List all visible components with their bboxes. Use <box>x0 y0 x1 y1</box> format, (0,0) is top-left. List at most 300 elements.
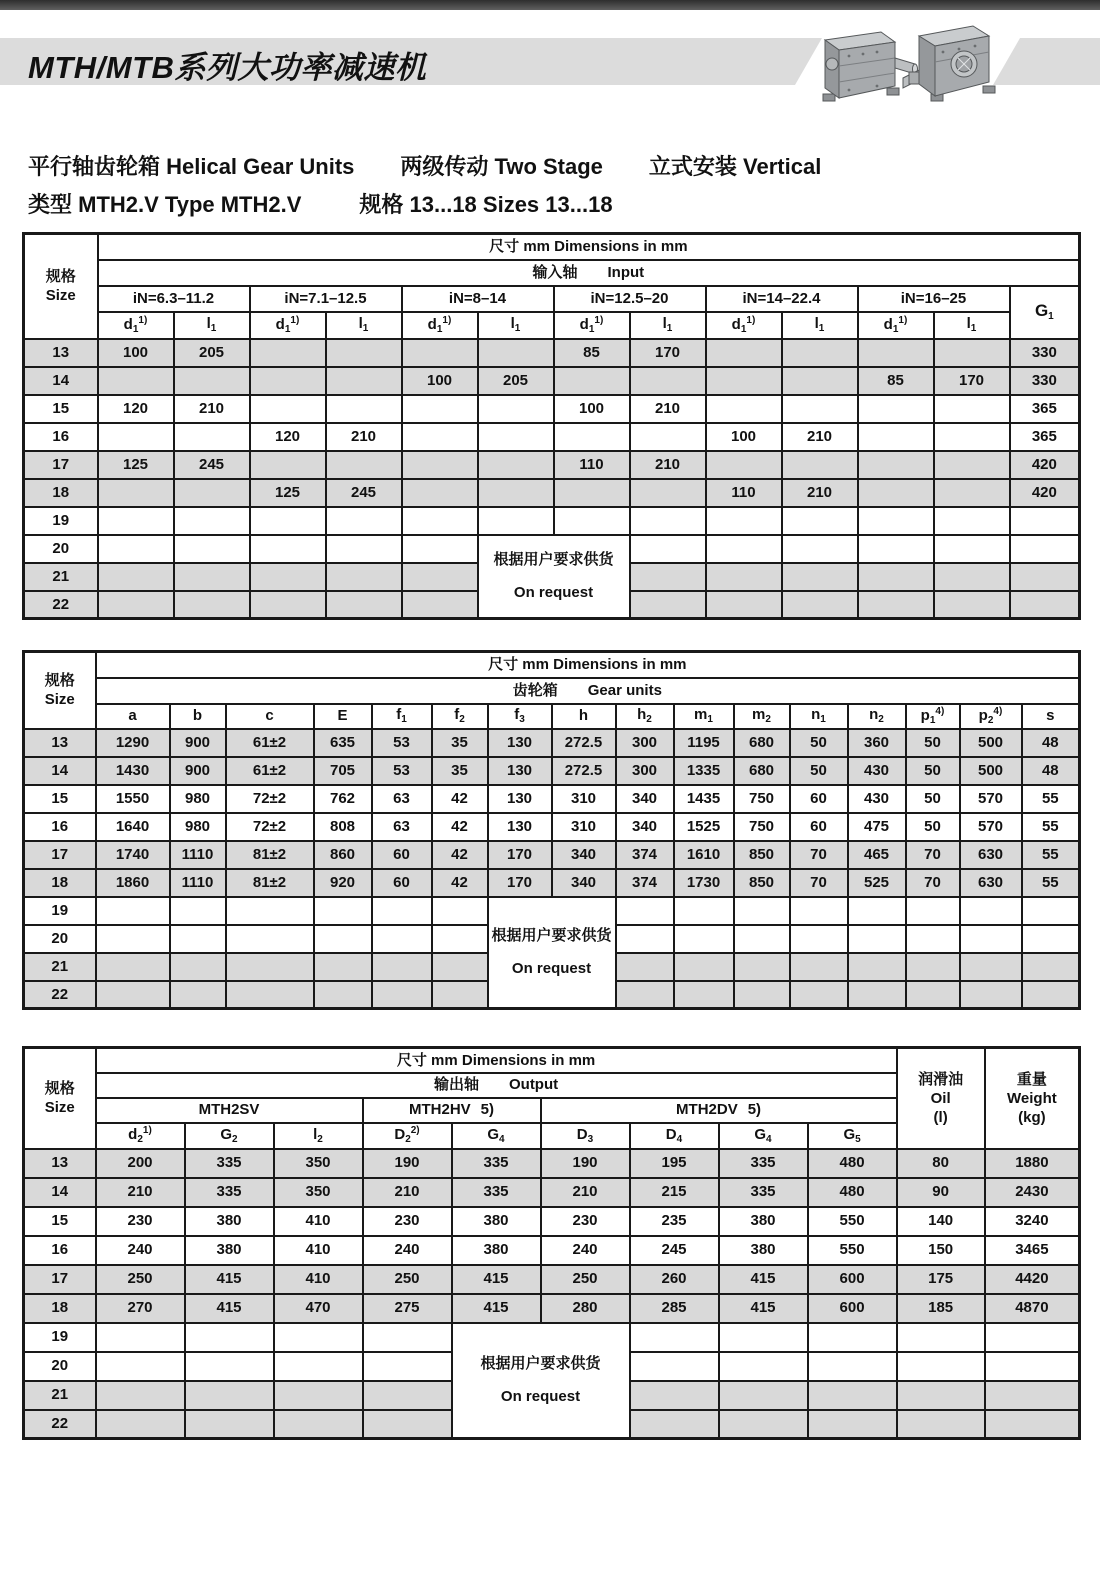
value-cell <box>897 1381 985 1410</box>
table-header <box>24 234 1080 339</box>
value-cell <box>985 1410 1080 1439</box>
subtitle-segment: 规格 13...18 Sizes 13...18 <box>359 192 613 217</box>
value-cell: 70 <box>790 841 848 869</box>
value-cell <box>250 339 326 367</box>
value-cell: 210 <box>326 423 402 451</box>
column-header-cell: $G_4$ <box>719 1123 808 1149</box>
value-cell <box>402 479 478 507</box>
value-cell: 570 <box>960 785 1022 813</box>
size-cell: 17 <box>24 1265 96 1294</box>
value-cell <box>1022 897 1080 925</box>
size-column-header-text <box>25 267 97 305</box>
value-cell: 920 <box>314 869 372 897</box>
value-cell: 70 <box>906 841 960 869</box>
value-cell <box>790 981 848 1009</box>
value-cell: 1610 <box>674 841 734 869</box>
value-cell: 300 <box>616 757 674 785</box>
value-cell <box>782 339 858 367</box>
value-cell <box>630 367 706 395</box>
subscript: 1 <box>588 323 595 335</box>
value-cell: 190 <box>363 1149 452 1178</box>
value-cell <box>934 451 1010 479</box>
table-row <box>24 1294 1080 1323</box>
header-row <box>24 286 1080 312</box>
value-cell: 215 <box>630 1178 719 1207</box>
size-column-header <box>24 652 96 729</box>
superscript-footnote: 1) <box>746 314 756 326</box>
value-cell <box>1022 925 1080 953</box>
value-cell <box>250 451 326 479</box>
value-cell <box>630 423 706 451</box>
header-row <box>24 1048 1080 1073</box>
value-cell: 1290 <box>96 729 170 757</box>
header-row <box>24 234 1080 260</box>
value-cell <box>858 339 934 367</box>
value-cell: 53 <box>372 757 432 785</box>
value-cell <box>170 981 226 1009</box>
on-request-text-zh: 根据用户要求供货 <box>480 1355 601 1372</box>
size-cell: 19 <box>24 897 96 925</box>
value-cell <box>274 1410 363 1439</box>
value-cell <box>174 423 250 451</box>
value-cell: 600 <box>808 1294 897 1323</box>
value-cell <box>402 535 478 563</box>
value-cell <box>98 535 174 563</box>
table-row <box>24 1236 1080 1265</box>
value-cell <box>274 1352 363 1381</box>
value-cell <box>674 925 734 953</box>
value-cell: 310 <box>552 813 616 841</box>
value-cell <box>985 1323 1080 1352</box>
value-cell: 240 <box>541 1236 630 1265</box>
subscript: 2 <box>317 1133 323 1145</box>
value-cell <box>848 953 906 981</box>
table-row <box>24 785 1080 813</box>
superscript-footnote: 1) <box>442 314 452 326</box>
value-cell: 285 <box>630 1294 719 1323</box>
value-cell: 195 <box>630 1149 719 1178</box>
value-cell <box>734 981 790 1009</box>
size-cell: 13 <box>24 339 98 367</box>
group-header-cell: MTH2SV <box>96 1098 363 1123</box>
value-cell: 50 <box>790 757 848 785</box>
section-title-cell <box>98 260 1080 286</box>
size-cell: 14 <box>24 367 98 395</box>
on-request-text-zh: 根据用户要求供货 <box>493 551 614 568</box>
value-cell <box>402 507 478 535</box>
value-cell <box>250 563 326 591</box>
value-cell <box>96 953 170 981</box>
value-cell <box>934 535 1010 563</box>
column-header-cell: $D_4$ <box>630 1123 719 1149</box>
value-cell: 250 <box>541 1265 630 1294</box>
value-cell <box>372 897 432 925</box>
value-cell: 850 <box>734 869 790 897</box>
value-cell <box>734 897 790 925</box>
value-cell: 415 <box>185 1265 274 1294</box>
value-cell: 81±2 <box>226 841 314 869</box>
value-cell <box>402 423 478 451</box>
value-cell: 210 <box>630 451 706 479</box>
size-cell: 16 <box>24 813 96 841</box>
value-cell <box>782 395 858 423</box>
value-cell: 380 <box>452 1207 541 1236</box>
value-cell: 1110 <box>170 841 226 869</box>
section-title-cell <box>96 678 1080 704</box>
size-cell: 15 <box>24 785 96 813</box>
size-cell: 15 <box>24 395 98 423</box>
table-header <box>24 652 1080 729</box>
value-cell: 630 <box>960 841 1022 869</box>
value-cell: 210 <box>174 395 250 423</box>
header-row <box>24 260 1080 286</box>
value-cell: 470 <box>274 1294 363 1323</box>
value-cell: 635 <box>314 729 372 757</box>
value-cell: 410 <box>274 1236 363 1265</box>
value-cell <box>719 1323 808 1352</box>
value-cell <box>934 591 1010 619</box>
value-cell: 42 <box>432 785 488 813</box>
subscript: 1 <box>818 323 825 335</box>
value-cell: 1880 <box>985 1149 1080 1178</box>
dimensions-title-cell: 尺寸 mm Dimensions in mm <box>98 234 1080 260</box>
value-cell <box>96 1381 185 1410</box>
value-cell <box>1022 981 1080 1009</box>
subscript: 2 <box>405 1134 411 1146</box>
value-cell <box>1022 953 1080 981</box>
value-cell <box>326 563 402 591</box>
column-header-cell: $f_3$ <box>488 704 552 729</box>
value-cell <box>808 1410 897 1439</box>
value-cell <box>630 1323 719 1352</box>
size-column-header-text <box>25 671 95 709</box>
value-cell <box>250 395 326 423</box>
value-cell: 125 <box>98 451 174 479</box>
on-request-text-en: On request <box>513 584 594 602</box>
size-cell: 22 <box>24 1410 96 1439</box>
on-request-text-zh: 根据用户要求供货 <box>491 927 612 944</box>
value-cell <box>719 1352 808 1381</box>
value-cell <box>848 897 906 925</box>
value-cell <box>226 925 314 953</box>
on-request-cell <box>488 897 616 1009</box>
column-header-cell: $l_1$ <box>782 312 858 339</box>
value-cell <box>554 423 630 451</box>
value-cell <box>858 591 934 619</box>
value-cell <box>782 451 858 479</box>
table-row <box>24 339 1080 367</box>
value-cell <box>630 479 706 507</box>
value-cell <box>170 953 226 981</box>
value-cell: 81±2 <box>226 869 314 897</box>
weight-column-header <box>985 1048 1080 1149</box>
column-header-cell: $l_2$ <box>274 1123 363 1149</box>
value-cell: 120 <box>250 423 326 451</box>
value-cell <box>432 897 488 925</box>
g1-column-header: G1 <box>1010 286 1080 339</box>
table-row <box>24 1178 1080 1207</box>
footnote-marker: 5) <box>747 1101 762 1119</box>
value-cell <box>934 563 1010 591</box>
value-cell: 1110 <box>170 869 226 897</box>
size-cell: 21 <box>24 1381 96 1410</box>
value-cell <box>630 1410 719 1439</box>
value-cell <box>478 479 554 507</box>
column-header-cell: $m_1$ <box>674 704 734 729</box>
value-cell <box>674 981 734 1009</box>
value-cell: 680 <box>734 729 790 757</box>
group-header-cell: iN=14–22.4 <box>706 286 858 312</box>
value-cell <box>934 479 1010 507</box>
value-cell <box>934 423 1010 451</box>
value-cell <box>790 897 848 925</box>
subscript: 2 <box>232 1133 238 1145</box>
value-cell <box>906 925 960 953</box>
size-column-header <box>24 234 98 339</box>
column-header-cell: $G_4$ <box>452 1123 541 1149</box>
header-row <box>24 312 1080 339</box>
value-cell: 2430 <box>985 1178 1080 1207</box>
value-cell <box>808 1381 897 1410</box>
value-cell <box>960 981 1022 1009</box>
value-cell: 235 <box>630 1207 719 1236</box>
group-header-cell: MTH2DV 5) <box>541 1098 897 1123</box>
value-cell: 415 <box>185 1294 274 1323</box>
value-cell: 680 <box>734 757 790 785</box>
value-cell: 72±2 <box>226 785 314 813</box>
value-cell <box>314 953 372 981</box>
value-cell: 185 <box>897 1294 985 1323</box>
column-header-cell: $n_1$ <box>790 704 848 729</box>
value-cell: 140 <box>897 1207 985 1236</box>
value-cell: 260 <box>630 1265 719 1294</box>
value-cell <box>782 367 858 395</box>
value-cell: 550 <box>808 1207 897 1236</box>
size-cell: 18 <box>24 1294 96 1323</box>
size-column-header-text <box>25 1079 95 1117</box>
value-cell <box>98 367 174 395</box>
subscript: 1 <box>132 323 139 335</box>
value-cell <box>174 367 250 395</box>
weight-header-text <box>986 1070 1079 1127</box>
superscript-footnote: 1) <box>898 314 908 326</box>
subscript: 2 <box>987 714 994 726</box>
value-cell <box>934 395 1010 423</box>
column-header-cell: $p_1^{4)}$ <box>906 704 960 729</box>
superscript-footnote: 4) <box>993 705 1003 717</box>
value-cell <box>478 423 554 451</box>
value-cell <box>630 1352 719 1381</box>
value-cell <box>372 981 432 1009</box>
value-cell: 130 <box>488 813 552 841</box>
value-cell <box>432 981 488 1009</box>
value-cell <box>402 451 478 479</box>
table-row <box>24 813 1080 841</box>
group-header-cell: iN=8–14 <box>402 286 554 312</box>
subtitle-segment: 两级传动 Two Stage <box>400 154 603 179</box>
table-row <box>24 729 1080 757</box>
value-cell <box>554 507 630 535</box>
subscript: 4 <box>676 1133 683 1145</box>
table-row <box>24 535 1080 563</box>
subscript: 1 <box>666 323 673 335</box>
value-cell: 374 <box>616 869 674 897</box>
value-cell <box>170 925 226 953</box>
value-cell: 1740 <box>96 841 170 869</box>
value-cell: 63 <box>372 813 432 841</box>
value-cell: 72±2 <box>226 813 314 841</box>
subscript: 1 <box>740 323 747 335</box>
value-cell: 60 <box>372 869 432 897</box>
table-row <box>24 841 1080 869</box>
value-cell: 63 <box>372 785 432 813</box>
subscript: 1 <box>436 323 443 335</box>
value-cell: 350 <box>274 1149 363 1178</box>
value-cell <box>363 1410 452 1439</box>
subscript: 3 <box>587 1133 594 1145</box>
column-header-cell: $l_1$ <box>630 312 706 339</box>
value-cell <box>554 479 630 507</box>
value-cell <box>363 1381 452 1410</box>
value-cell <box>906 897 960 925</box>
table-body <box>24 339 1080 619</box>
section-label-en: Gear units <box>587 681 662 699</box>
value-cell <box>706 395 782 423</box>
input-shaft-table <box>22 232 1081 620</box>
value-cell: 850 <box>734 841 790 869</box>
subscript: 4 <box>499 1133 505 1145</box>
value-cell <box>1010 535 1080 563</box>
column-header-cell: $d_1^{1)}$ <box>98 312 174 339</box>
header-row <box>24 678 1080 704</box>
value-cell <box>314 897 372 925</box>
value-cell: 61±2 <box>226 729 314 757</box>
value-cell <box>326 395 402 423</box>
column-header-cell: $f_2$ <box>432 704 488 729</box>
value-cell: 380 <box>185 1236 274 1265</box>
value-cell: 240 <box>96 1236 185 1265</box>
subscript: 1 <box>284 323 291 335</box>
value-cell: 374 <box>616 841 674 869</box>
value-cell <box>706 563 782 591</box>
size-cell: 16 <box>24 1236 96 1265</box>
value-cell: 55 <box>1022 869 1080 897</box>
value-cell: 900 <box>170 757 226 785</box>
value-cell <box>897 1352 985 1381</box>
value-cell <box>630 563 706 591</box>
size-cell: 14 <box>24 1178 96 1207</box>
size-cell: 15 <box>24 1207 96 1236</box>
value-cell: 130 <box>488 757 552 785</box>
value-cell: 365 <box>1010 423 1080 451</box>
size-cell: 20 <box>24 535 98 563</box>
value-cell <box>326 535 402 563</box>
value-cell: 42 <box>432 813 488 841</box>
value-cell <box>734 925 790 953</box>
subtitle-segment: 类型 MTH2.V Type MTH2.V <box>28 192 302 217</box>
column-header-cell: $d_1^{1)}$ <box>250 312 326 339</box>
value-cell: 205 <box>174 339 250 367</box>
value-cell: 415 <box>452 1265 541 1294</box>
column-header-cell: b <box>170 704 226 729</box>
value-cell: 55 <box>1022 813 1080 841</box>
value-cell: 860 <box>314 841 372 869</box>
value-cell: 330 <box>1010 367 1080 395</box>
value-cell: 420 <box>1010 451 1080 479</box>
column-header-cell: h <box>552 704 616 729</box>
value-cell: 272.5 <box>552 729 616 757</box>
size-cell: 13 <box>24 729 96 757</box>
value-cell <box>478 507 554 535</box>
value-cell: 630 <box>960 869 1022 897</box>
subscript: 5 <box>855 1133 861 1145</box>
value-cell: 1730 <box>674 869 734 897</box>
superscript-footnote: 1) <box>290 314 300 326</box>
size-cell: 21 <box>24 953 96 981</box>
size-label-en: Size <box>44 691 75 709</box>
value-cell: 250 <box>363 1265 452 1294</box>
header-row <box>24 704 1080 729</box>
subscript: 2 <box>137 1134 143 1146</box>
value-cell: 480 <box>808 1149 897 1178</box>
value-cell: 1550 <box>96 785 170 813</box>
value-cell: 210 <box>782 479 858 507</box>
value-cell: 275 <box>363 1294 452 1323</box>
gear-units-table-wrap <box>22 650 1081 1010</box>
size-cell: 22 <box>24 981 96 1009</box>
subscript: 1 <box>514 323 521 335</box>
section-title-cell <box>96 1073 897 1098</box>
size-label-zh: 规格 <box>44 1080 75 1098</box>
value-cell <box>185 1410 274 1439</box>
value-cell <box>848 925 906 953</box>
value-cell: 55 <box>1022 841 1080 869</box>
subscript: 1 <box>1048 311 1054 323</box>
value-cell <box>478 339 554 367</box>
value-cell <box>372 925 432 953</box>
value-cell: 335 <box>452 1149 541 1178</box>
table-row <box>24 757 1080 785</box>
value-cell <box>719 1410 808 1439</box>
value-cell <box>432 925 488 953</box>
value-cell <box>402 339 478 367</box>
value-cell <box>934 507 1010 535</box>
value-cell: 415 <box>719 1265 808 1294</box>
group-header-cell: iN=7.1–12.5 <box>250 286 402 312</box>
value-cell: 750 <box>734 813 790 841</box>
value-cell <box>858 479 934 507</box>
value-cell: 270 <box>96 1294 185 1323</box>
value-cell <box>858 535 934 563</box>
column-header-cell: $l_1$ <box>478 312 554 339</box>
value-cell: 280 <box>541 1294 630 1323</box>
size-label-en: Size <box>45 287 76 305</box>
subscript: 1 <box>401 714 407 726</box>
section-label-en: Output <box>508 1076 559 1094</box>
value-cell: 70 <box>790 869 848 897</box>
table-row <box>24 897 1080 925</box>
value-cell: 335 <box>185 1149 274 1178</box>
value-cell: 230 <box>363 1207 452 1236</box>
table-row <box>24 423 1080 451</box>
value-cell: 380 <box>185 1207 274 1236</box>
page-title: MTH/MTB系列大功率减速机 <box>28 50 427 85</box>
column-header-cell: $f_1$ <box>372 704 432 729</box>
value-cell: 80 <box>897 1149 985 1178</box>
value-cell: 70 <box>906 869 960 897</box>
value-cell: 50 <box>906 813 960 841</box>
value-cell: 55 <box>1022 785 1080 813</box>
